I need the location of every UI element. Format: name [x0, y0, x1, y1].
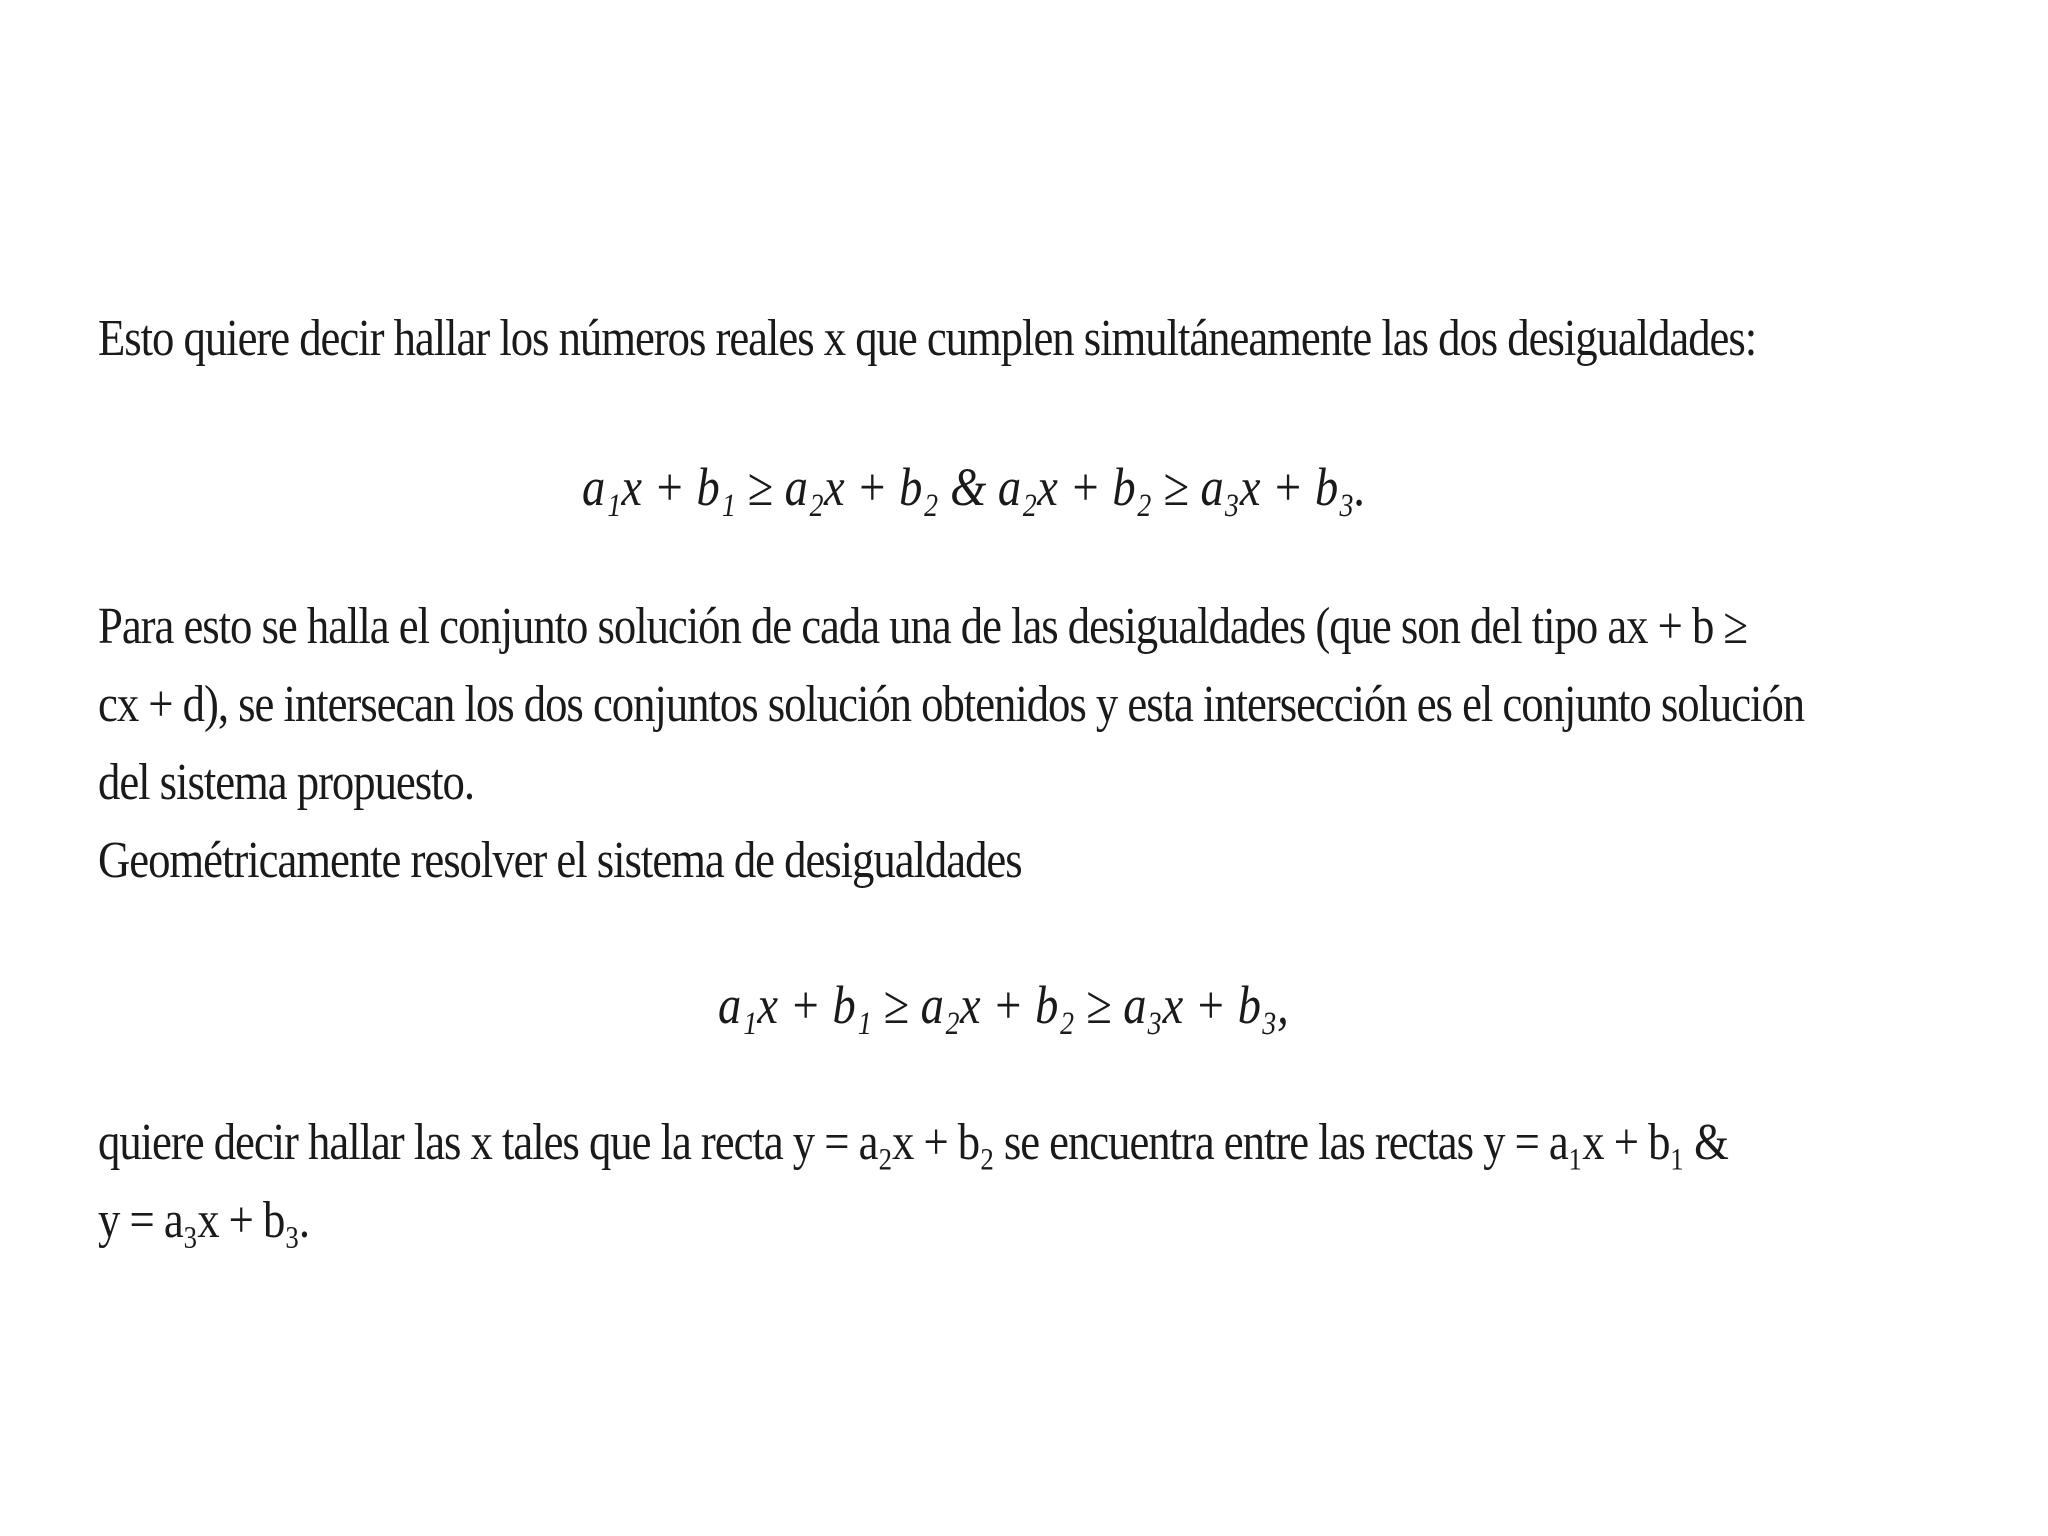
paragraph-conclusion	[98, 1104, 1728, 1260]
paragraph-conclusion-line-1: quiere decir hallar las x tales que la recta y = a₂x + b₂ se encuentra entre las rectas y = a₁x + b₁ &	[98, 1114, 1728, 1171]
equation-chain-text: a₁x + b₁ ≥ a₂x + b₂ ≥ a₃x + b₃,	[718, 975, 1289, 1035]
paragraph-method-line-2: cx + d), se intersecan los dos conjuntos solución obtenidos y esta intersección es el conjunto solución	[98, 676, 1805, 733]
paragraph-method-line-3: del sistema propuesto.	[98, 754, 474, 811]
paragraph-geometric: Geométricamente resolver el sistema de desigualdades	[98, 832, 1022, 889]
paragraph-conclusion-line-2: y = a₃x + b₃.	[98, 1192, 310, 1249]
equation-chain	[718, 966, 1289, 1044]
equation-system-pair-text: a₁x + b₁ ≥ a₂x + b₂ & a₂x + b₂ ≥ a₃x + b₃.	[582, 457, 1366, 517]
equation-system-pair	[582, 448, 1366, 526]
paragraph-intro-text: Esto quiere decir hallar los números reales x que cumplen simultáneamente las dos desigualdades:	[98, 310, 1757, 367]
paragraph-intro	[98, 300, 1757, 378]
paragraph-method-line-1: Para esto se halla el conjunto solución de cada una de las desigualdades (que son del tipo ax + b ≥	[98, 598, 1747, 655]
paragraph-method	[98, 588, 1805, 900]
